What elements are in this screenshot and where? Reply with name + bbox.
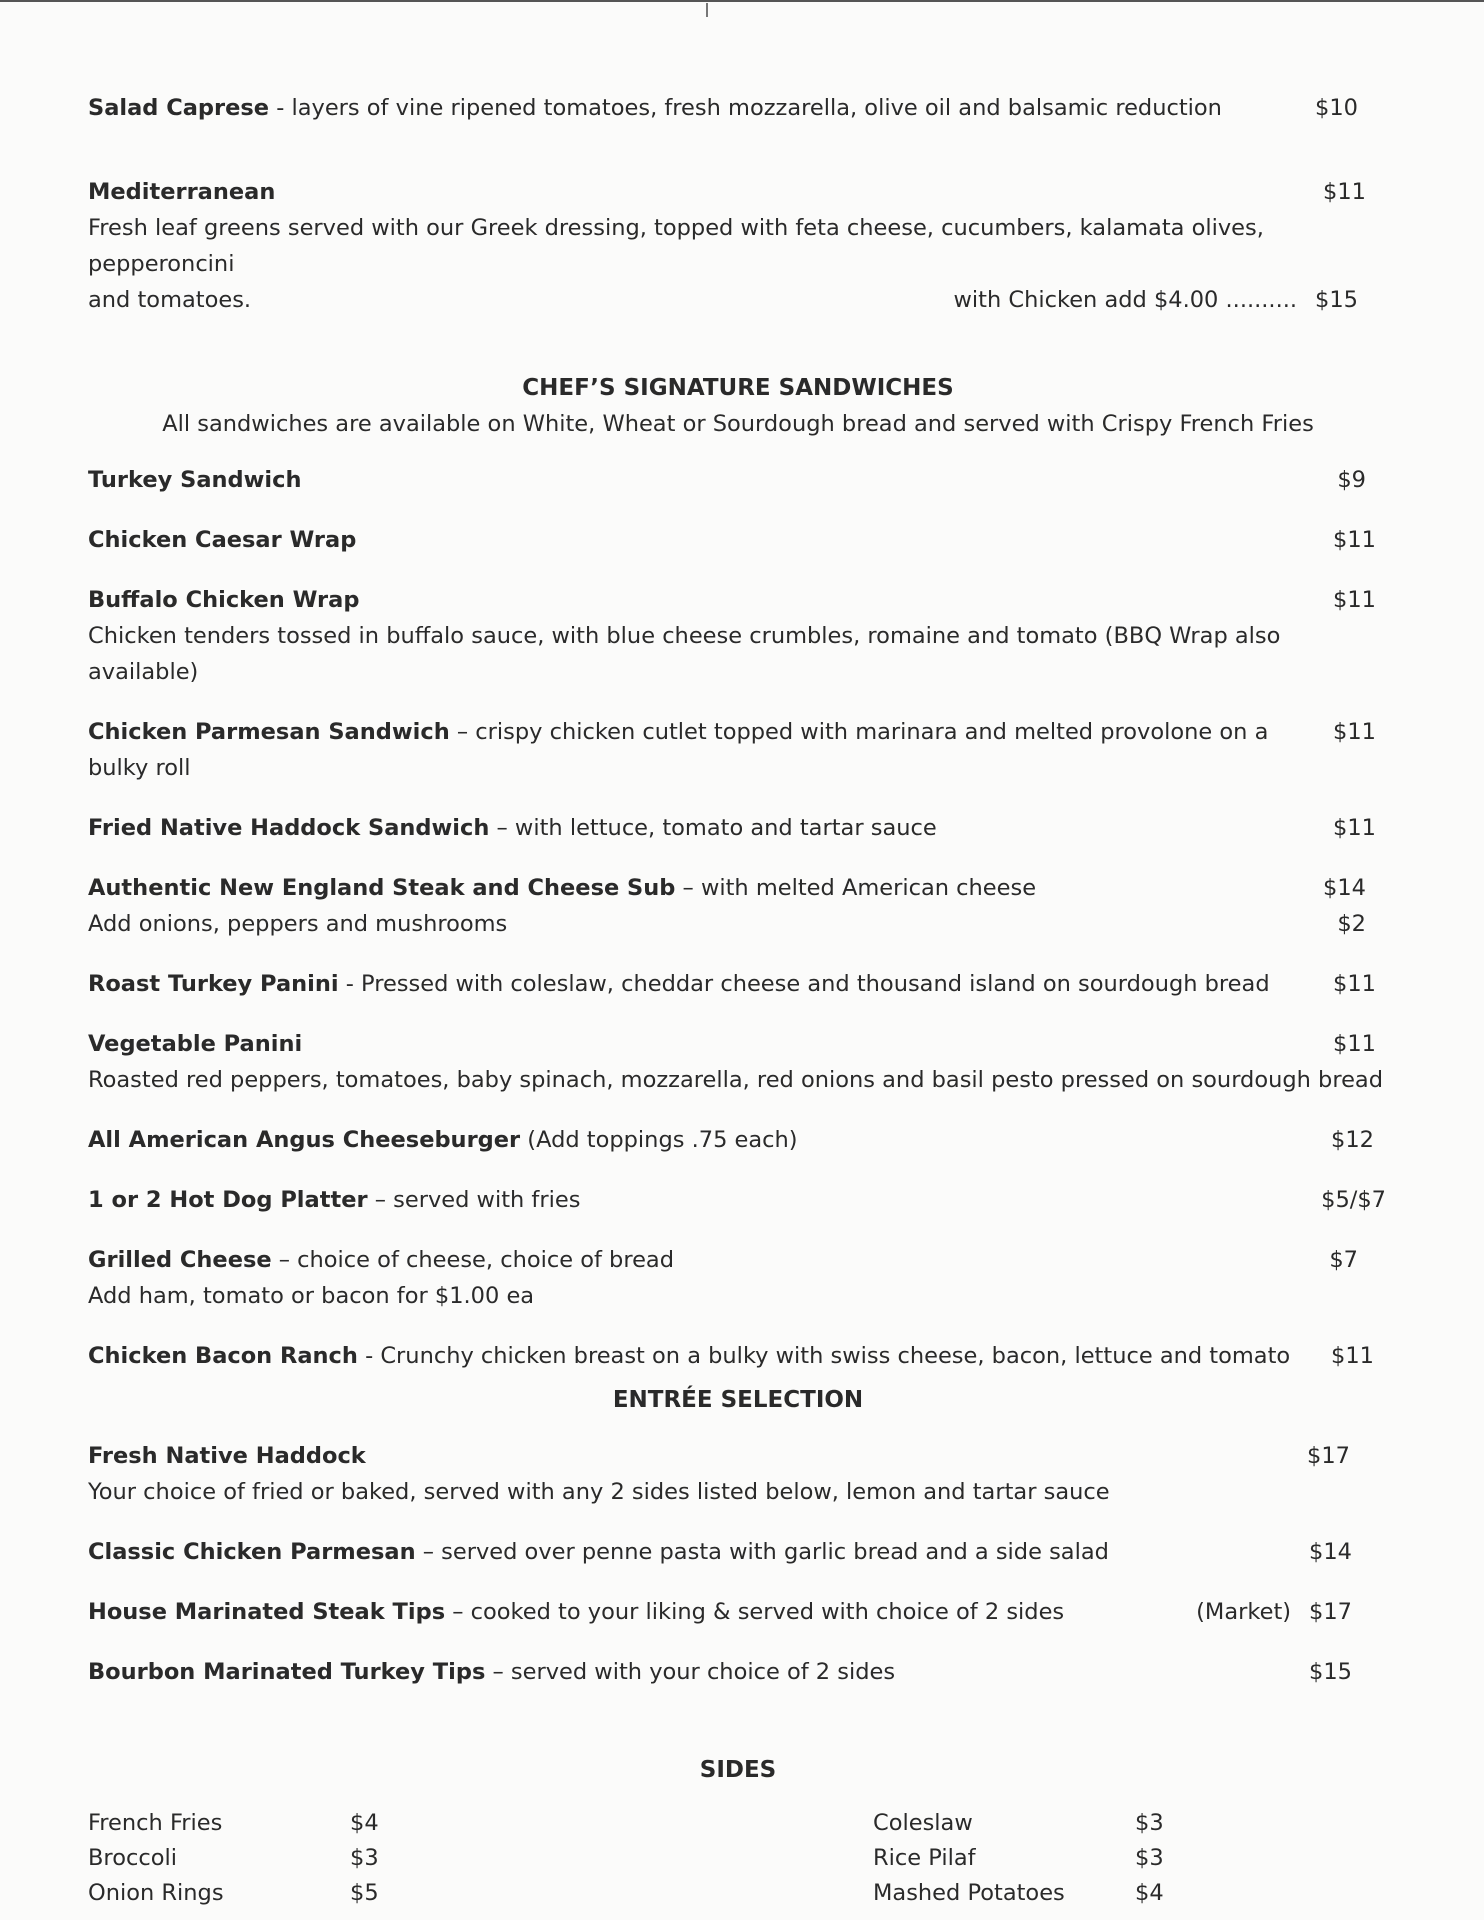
sides-list <box>88 1806 1388 1911</box>
side-item <box>873 1806 1273 1841</box>
item-price: $11 <box>1333 527 1376 553</box>
item-desc: – choice of cheese, choice of bread <box>271 1247 675 1273</box>
side-item <box>88 1876 873 1911</box>
menu-item <box>88 522 1376 558</box>
item-price: $9 <box>1337 467 1366 493</box>
side-price: $4 <box>1135 1880 1164 1906</box>
item-desc: – crispy chicken cutlet topped with marinara and melted provolone on a bulky roll <box>88 719 1269 781</box>
side-item <box>873 1876 1273 1911</box>
addon-price: $2 <box>1337 911 1366 937</box>
item-price: $11 <box>1333 971 1376 997</box>
item-name: Bourbon Marinated Turkey Tips <box>88 1659 486 1685</box>
item-name: Classic Chicken Parmesan <box>88 1539 416 1565</box>
item-name: Fried Native Haddock Sandwich <box>88 815 490 841</box>
item-name: Chicken Caesar Wrap <box>88 527 357 553</box>
item-desc: – cooked to your liking & served with choice of 2 sides <box>445 1599 1065 1625</box>
side-item <box>88 1841 873 1876</box>
item-name: 1 or 2 Hot Dog Platter <box>88 1187 368 1213</box>
item-desc: Roasted red peppers, tomatoes, baby spinach, mozzarella, red onions and basil pesto pressed on sourdough bread <box>88 1067 1384 1093</box>
sides-column-left <box>88 1806 873 1911</box>
item-price: $11 <box>1331 1343 1374 1369</box>
side-name: Coleslaw <box>873 1810 973 1836</box>
item-desc: – with melted American cheese <box>675 875 1037 901</box>
item-desc: - Pressed with coleslaw, cheddar cheese and thousand island on sourdough bread <box>338 971 1270 997</box>
menu-item <box>88 1534 1352 1570</box>
section-title-sides: SIDES <box>699 1757 777 1783</box>
side-price: $4 <box>350 1810 379 1836</box>
item-price: $14 <box>1309 1539 1352 1565</box>
side-name: Mashed Potatoes <box>873 1880 1065 1906</box>
menu-item <box>88 1122 1374 1158</box>
item-desc: – served with fries <box>367 1187 581 1213</box>
item-addon: Add onions, peppers and mushrooms <box>88 911 508 937</box>
sides-column-right <box>873 1806 1273 1911</box>
item-desc: – served over penne pasta with garlic bread and a side salad <box>415 1539 1109 1565</box>
addon-price: $15 <box>1315 287 1358 313</box>
section-title-sandwiches: CHEF’S SIGNATURE SANDWICHES <box>522 375 954 401</box>
menu-item-salad-caprese <box>88 90 1358 126</box>
menu-item <box>88 1242 1388 1314</box>
menu-item <box>88 1026 1388 1098</box>
side-name: Rice Pilaf <box>873 1845 976 1871</box>
item-price: $15 <box>1309 1659 1352 1685</box>
item-name: All American Angus Cheeseburger <box>88 1127 521 1153</box>
section-title-entrees: ENTRÉE SELECTION <box>612 1387 864 1413</box>
item-price: $11 <box>1333 587 1376 613</box>
side-price: $3 <box>1135 1845 1164 1871</box>
item-price: $17 <box>1307 1443 1350 1469</box>
item-price: $11 <box>1323 179 1366 205</box>
section-subtitle-sandwiches: All sandwiches are available on White, Wheat or Sourdough bread and served with Crispy French Fries <box>162 411 1314 437</box>
item-price: $12 <box>1331 1127 1374 1153</box>
item-desc: – served with your choice of 2 sides <box>485 1659 896 1685</box>
item-desc: Your choice of fried or baked, served with any 2 sides listed below, lemon and tartar sauce <box>88 1479 1110 1505</box>
item-name: Fresh Native Haddock <box>88 1443 366 1469</box>
side-name: Onion Rings <box>88 1880 224 1906</box>
menu-item <box>88 1438 1388 1510</box>
item-price: $10 <box>1315 95 1358 121</box>
scan-top-edge <box>0 0 1484 2</box>
menu-item <box>88 966 1376 1002</box>
item-desc: (Add toppings .75 each) <box>520 1127 798 1153</box>
item-price: $11 <box>1333 1031 1376 1057</box>
scan-mark <box>706 3 708 17</box>
menu-item <box>88 462 1366 498</box>
item-name: Roast Turkey Panini <box>88 971 339 997</box>
item-desc: - layers of vine ripened tomatoes, fresh mozzarella, olive oil and balsamic reduction <box>269 95 1222 121</box>
side-price: $3 <box>350 1845 379 1871</box>
menu-item <box>88 1654 1352 1690</box>
side-name: Broccoli <box>88 1845 177 1871</box>
side-item <box>88 1806 873 1841</box>
side-item <box>873 1841 1273 1876</box>
item-name: Salad Caprese <box>88 95 270 121</box>
side-name: French Fries <box>88 1810 223 1836</box>
addon-text: with Chicken add $4.00 .......... <box>953 287 1298 313</box>
item-name: House Marinated Steak Tips <box>88 1599 446 1625</box>
item-price: $11 <box>1333 815 1376 841</box>
menu-item <box>88 582 1388 690</box>
menu-item <box>88 1338 1374 1374</box>
side-price: $5 <box>350 1880 379 1906</box>
item-price: $17 <box>1309 1599 1352 1625</box>
menu-item <box>88 870 1366 942</box>
item-name: Chicken Bacon Ranch <box>88 1343 358 1369</box>
menu-item <box>88 1594 1352 1630</box>
item-name: Authentic New England Steak and Cheese Sub <box>88 875 676 901</box>
item-name: Chicken Parmesan Sandwich <box>88 719 450 745</box>
item-name: Turkey Sandwich <box>88 467 302 493</box>
item-name: Buffalo Chicken Wrap <box>88 587 360 613</box>
item-name: Grilled Cheese <box>88 1247 272 1273</box>
menu-page <box>88 90 1388 1911</box>
menu-item-mediterranean <box>88 174 1388 318</box>
item-price: $7 <box>1329 1247 1358 1273</box>
item-desc: - Crunchy chicken breast on a bulky with swiss cheese, bacon, lettuce and tomato <box>357 1343 1291 1369</box>
item-name: Mediterranean <box>88 179 276 205</box>
item-price: $11 <box>1333 719 1376 745</box>
item-desc: – with lettuce, tomato and tartar sauce <box>489 815 937 841</box>
menu-item <box>88 1182 1386 1218</box>
menu-item <box>88 714 1376 786</box>
item-name: Vegetable Panini <box>88 1031 303 1057</box>
item-desc: Fresh leaf greens served with our Greek dressing, topped with feta cheese, cucumbers, kalamata olives, pepperoncini <box>88 215 1264 277</box>
side-price: $3 <box>1135 1810 1164 1836</box>
item-price: $5/$7 <box>1321 1187 1386 1213</box>
menu-item <box>88 810 1376 846</box>
market-note: (Market) <box>1196 1599 1292 1625</box>
item-price: $14 <box>1323 875 1366 901</box>
item-desc: Chicken tenders tossed in buffalo sauce, with blue cheese crumbles, romaine and tomato (BBQ Wrap also available) <box>88 623 1281 685</box>
item-desc-cont: and tomatoes. <box>88 287 252 313</box>
item-addon: Add ham, tomato or bacon for $1.00 ea <box>88 1283 535 1309</box>
